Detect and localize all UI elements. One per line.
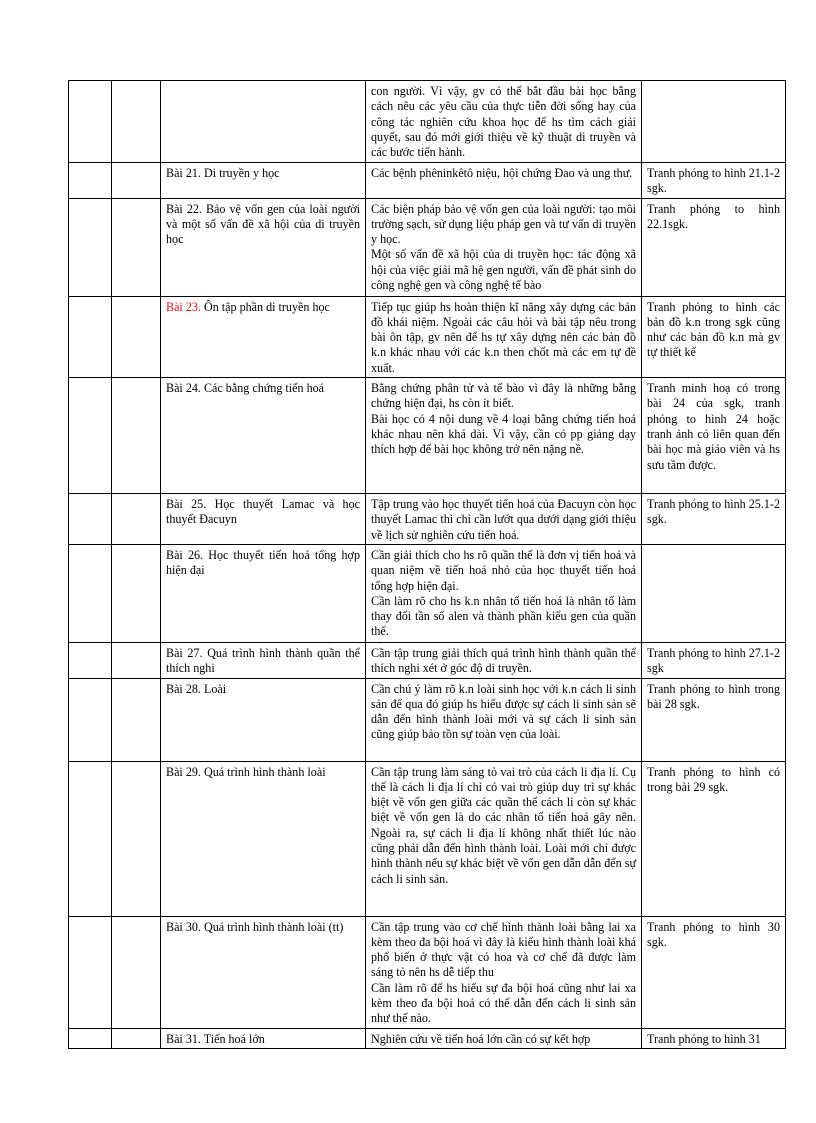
teaching-notes-cell [366,678,642,761]
teaching-notes-cell [366,494,642,545]
lesson-title: Tiến hoá lớn [203,1031,265,1046]
materials-cell: Tranh phóng to hình 21.1-2 sgk. [642,163,786,199]
teaching-notes-cell [366,198,642,296]
empty-cell [69,494,112,545]
note-paragraph: Tập trung vào học thuyết tiến hoá của Đacuyn còn học thuyết Lamac thì chỉ cần lướt qua dưới dạng giới thiệu về lịch sử nghiên cứu tiến hoá. [371,497,636,542]
note-paragraph: Tiếp tục giúp hs hoàn thiện kĩ năng xây dựng các bản đồ khái niệm. Ngoài các câu hỏi và bài tập nêu trong bài ôn tập, gv nên để hs tự xây dựng nên các bản đồ k.n khác nhau với các k.n then chốt mà các em tự đề xuất. [371,299,636,375]
lesson-number: Bài 21. [166,166,201,180]
table-row [69,1028,786,1048]
note-paragraph: Cần làm rõ cho hs k.n nhân tố tiến hoá là nhân tố làm thay đổi tần số alen và thành phần kiểu gen của quần thể. [371,593,636,639]
teaching-notes-cell [366,544,642,642]
lesson-number: Bài 22. [166,201,202,216]
empty-cell [112,678,161,761]
empty-cell [69,198,112,296]
table-row [69,378,786,494]
table-row [69,642,786,678]
lesson-number: Bài 30. [166,919,201,934]
lesson-number: Bài 26. [166,547,204,562]
teaching-notes-cell [366,378,642,494]
teaching-notes-cell [366,1028,642,1048]
note-paragraph: Một số vấn đề xã hội của di truyền học: tác động xã hội của việc giải mã hệ gen người, vấn đề phát sinh do công nghệ gen và công nghệ tế bào [371,247,636,293]
empty-cell [112,81,161,163]
table-row [69,198,786,296]
note-paragraph: Nghiên cứu về tiến hoá lớn cần có sự kết hợp [371,1031,591,1046]
materials-cell: Tranh phóng to hình 22.1sgk. [642,198,786,296]
lesson-number: Bài 24. [166,381,201,396]
empty-cell [69,296,112,377]
lesson-title: Bảo vệ vốn gen của loài người và một số vấn đề xã hội của di truyền học [166,201,360,247]
lesson-title: Loài [203,681,227,696]
materials-cell: Tranh phóng to hình có trong bài 29 sgk. [642,761,786,916]
teaching-notes-cell [366,81,642,163]
note-paragraph: Cần chú ý làm rõ k.n loài sinh học với k.n cách li sinh sản để qua đó giúp hs hiểu được sự cách li sinh sản sẽ dẫn đến hình thành loài mới và sự cách li sinh sản cũng giúp bảo tồn sự toàn vẹn của loài. [371,681,636,742]
table-row [69,296,786,377]
lesson-cell [161,916,366,1028]
table-row [69,81,786,163]
note-paragraph: Bài học có 4 nội dung về 4 loại bằng chứng tiến hoá khác nhau nên khá dài. Vì vậy, cần có pp giảng dạy thích hợp để bài học không trở nên nặng nề. [371,411,636,457]
lesson-cell [161,494,366,545]
note-paragraph: Cần tập trung vào cơ chế hình thành loài bằng lai xa kèm theo đa bội hoá vì đây là kiểu hình thành loài khá phổ biến ở thực vật có hoa và cơ chế đã được làm sáng tỏ nên hs dễ tiếp thu [371,919,636,980]
lesson-number: Bài 23. [166,299,201,314]
empty-cell [69,678,112,761]
teaching-notes-cell [366,642,642,678]
lesson-number: Bài 29. [166,764,201,779]
lesson-title: Học thuyết tiến hoá tổng hợp hiện đại [166,547,360,578]
empty-cell [112,296,161,377]
empty-cell [112,198,161,296]
lesson-title: Di truyền y học [203,166,280,180]
lesson-cell [161,761,366,916]
teaching-notes-cell [366,163,642,199]
materials-cell: Tranh phóng to hình 27.1-2 sgk [642,642,786,678]
materials-cell: Tranh phóng to hình 25.1-2 sgk. [642,494,786,545]
materials-cell [642,544,786,642]
note-paragraph: Cần tập trung giải thích quá trình hình thành quần thể thích nghi xét ở góc độ di truyền. [371,645,636,676]
teaching-notes-cell [366,916,642,1028]
lesson-number: Bài 25. [166,497,207,512]
lesson-number: Bài 27. [166,645,203,660]
teaching-notes-cell [366,296,642,377]
empty-cell [69,916,112,1028]
lesson-cell [161,1028,366,1048]
lesson-plan-table [68,80,786,1049]
lesson-number: Bài 31. [166,1031,201,1046]
empty-cell [69,163,112,199]
empty-cell [112,544,161,642]
note-paragraph: Cần giải thích cho hs rõ quần thể là đơn vị tiến hoá và quan niệm về tiến hoá nhỏ của học thuyết tiến hoá tổng hợp hiện đại. [371,547,636,593]
lesson-cell [161,296,366,377]
note-paragraph: Cần làm rõ để hs hiểu sự đa bội hoá cũng như lai xa kèm theo đa bội hoá có thể dẫn đến cách li sinh sản như thế nào. [371,980,636,1026]
lesson-title: Các bằng chứng tiến hoá [203,381,325,396]
materials-cell: Tranh phóng to hình trong bài 28 sgk. [642,678,786,761]
lesson-cell [161,378,366,494]
lesson-title: Học thuyết Lamac và học thuyết Đacuyn [166,497,360,527]
lesson-title: Quá trình hình thành quần thể thích nghi [166,645,360,676]
lesson-cell [161,163,366,199]
lesson-title: Quá trình hình thành loài (tt) [203,919,344,934]
lesson-cell [161,678,366,761]
empty-cell [69,642,112,678]
note-paragraph: Các bệnh phêninkêtô niệu, hội chứng Đao và ung thư. [371,166,633,180]
empty-cell [112,1028,161,1048]
empty-cell [69,761,112,916]
materials-cell: Tranh phóng to hình 30 sgk. [642,916,786,1028]
table-row [69,678,786,761]
lesson-cell [161,81,366,163]
empty-cell [112,494,161,545]
empty-cell [69,1028,112,1048]
note-paragraph: con người. Vì vậy, gv có thể bắt đầu bài học bằng cách nêu các yêu cầu của thực tiễn đời sống hay của công tác nghiên cứu khoa học để hs tìm cách giải quyết, sau đó mới giới thiệu về kỹ thuật di truyền và các bước tiến hành. [371,84,636,160]
lesson-table-body [69,81,786,1049]
lesson-cell [161,544,366,642]
materials-cell: Tranh phóng to hình các bản đồ k.n trong sgk cũng như các bản đồ k.n mà gv tự thiết kế [642,296,786,377]
lesson-number: Bài 28. [166,681,201,696]
empty-cell [112,163,161,199]
note-paragraph: Bằng chứng phân tử và tế bào vì đây là những bằng chứng hiện đại, hs còn ít biết. [371,381,636,411]
materials-cell: Tranh phóng to hình 31 [642,1028,786,1048]
empty-cell [112,916,161,1028]
lesson-title: Quá trình hình thành loài [203,764,326,779]
empty-cell [112,378,161,494]
note-paragraph: Cần tập trung làm sáng tỏ vai trò của cách li địa lí. Cụ thể là cách li địa lí chỉ có vai trò giúp duy trì sự khác biệt về vốn gen giữa các quần thể cách li còn sự khác biệt về vốn gen là do các nhân tố tiến hoá gây nên. Ngoài ra, sự cách li địa lí không nhất thiết lúc nào cũng phải dẫn đến hình thành loài. Loài mới chỉ được hình thành nếu sự khác biệt về vốn gen dẫn dẫn đến sự cách li sinh sản. [371,764,636,886]
table-row [69,761,786,916]
lesson-cell [161,642,366,678]
note-paragraph: Các biện pháp bảo vệ vốn gen của loài người: tạo môi trường sạch, sử dụng liệu pháp gen và tư vấn di truyền y học. [371,201,636,247]
empty-cell [69,378,112,494]
materials-cell: Tranh minh hoạ có trong bài 24 của sgk, tranh phóng to hình 24 hoặc tranh ảnh có liên quan đến bài học mà giáo viên và hs sưu tầm được. [642,378,786,494]
empty-cell [69,544,112,642]
table-row [69,544,786,642]
table-row [69,163,786,199]
empty-cell [112,642,161,678]
lesson-title: Ôn tập phần di truyền học [203,299,330,314]
lesson-cell [161,198,366,296]
empty-cell [69,81,112,163]
table-row [69,916,786,1028]
table-row [69,494,786,545]
empty-cell [112,761,161,916]
materials-cell [642,81,786,163]
teaching-notes-cell [366,761,642,916]
